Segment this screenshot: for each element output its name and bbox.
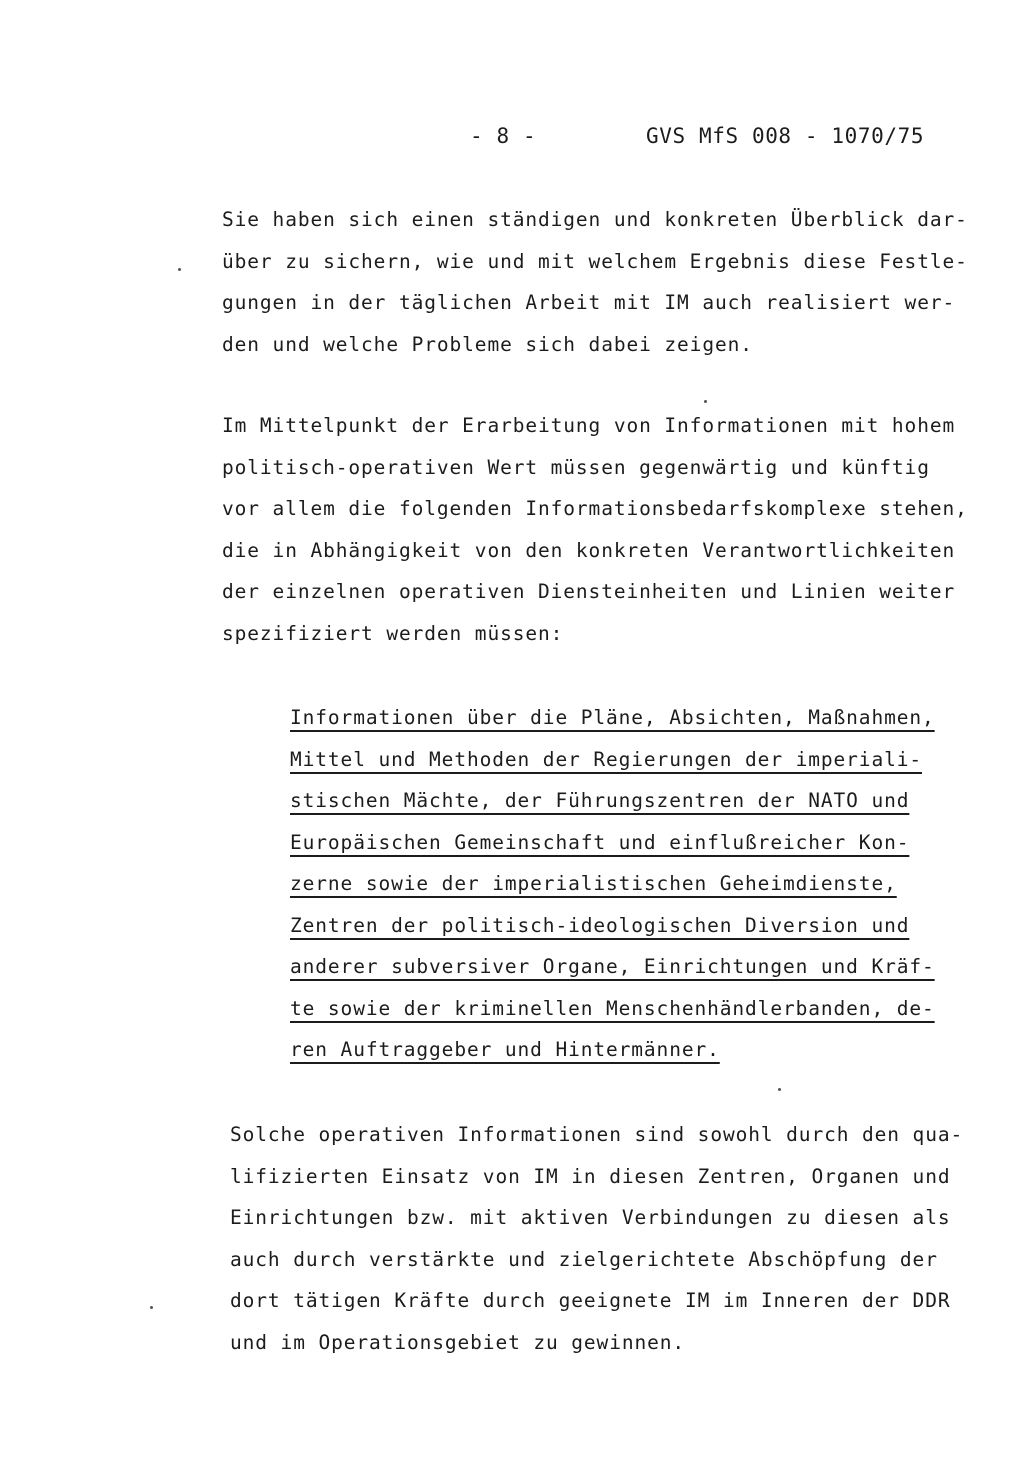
text-line: der einzelnen operativen Diensteinheiten und Linien weiter <box>222 580 956 603</box>
text-line: politisch-operativen Wert müssen gegenwärtig und künftig <box>222 455 930 479</box>
underlined-text-line: zerne sowie der imperialistischen Geheimdienste, <box>290 872 897 895</box>
underlined-text-line: anderer subversiver Organe, Einrichtungen und Kräf- <box>290 955 935 978</box>
underlined-text-line: Mittel und Methoden der Regierungen der imperiali- <box>290 747 922 771</box>
text-line: auch durch verstärkte und zielgerichtete Abschöpfung der <box>230 1247 938 1271</box>
scan-speck <box>778 1088 781 1091</box>
page-number: - 8 - <box>470 124 537 148</box>
underlined-text-line: Zentren der politisch-ideologischen Diversion und <box>290 913 910 937</box>
text-line: Im Mittelpunkt der Erarbeitung von Informationen mit hohem <box>222 414 956 437</box>
text-line: lifizierten Einsatz von IM in diesen Zentren, Organen und <box>230 1164 951 1188</box>
text-line: Sie haben sich einen ständigen und konkreten Überblick dar- <box>222 208 968 231</box>
text-line: über zu sichern, wie und mit welchem Ergebnis diese Festle- <box>222 249 968 273</box>
page-header <box>0 124 1024 160</box>
underlined-text-line: stischen Mächte, der Führungszentren der NATO und <box>290 789 910 812</box>
underlined-text-line: ren Auftraggeber und Hintermänner. <box>290 1038 720 1061</box>
text-line: vor allem die folgenden Informationsbedarfskomplexe stehen, <box>222 497 968 520</box>
text-line: die in Abhängigkeit von den konkreten Verantwortlichkeiten <box>222 538 956 562</box>
paragraph-information-focus <box>222 405 968 654</box>
text-line: Einrichtungen bzw. mit aktiven Verbindungen zu diesen als <box>230 1206 951 1229</box>
underlined-text-line: te sowie der kriminellen Menschenhändlerbanden, de- <box>290 996 935 1020</box>
text-line: dort tätigen Kräfte durch geeignete IM im Inneren der DDR <box>230 1289 951 1312</box>
paragraph-overview <box>222 199 968 365</box>
document-reference: GVS MfS 008 - 1070/75 <box>646 124 925 148</box>
underlined-block-quote <box>290 697 935 1071</box>
scan-speck <box>704 400 707 403</box>
underlined-text-line: Europäischen Gemeinschaft und einflußreicher Kon- <box>290 830 910 854</box>
underlined-text-line: Informationen über die Pläne, Absichten, Maßnahmen, <box>290 706 935 729</box>
paragraph-acquisition <box>230 1114 963 1363</box>
scan-speck <box>178 268 181 271</box>
text-line: spezifiziert werden müssen: <box>222 621 564 645</box>
text-line: und im Operationsgebiet zu gewinnen. <box>230 1330 686 1354</box>
text-line: den und welche Probleme sich dabei zeigen. <box>222 332 753 356</box>
scan-speck <box>150 1306 153 1309</box>
text-line: gungen in der täglichen Arbeit mit IM auch realisiert wer- <box>222 291 956 314</box>
text-line: Solche operativen Informationen sind sowohl durch den qua- <box>230 1123 964 1146</box>
